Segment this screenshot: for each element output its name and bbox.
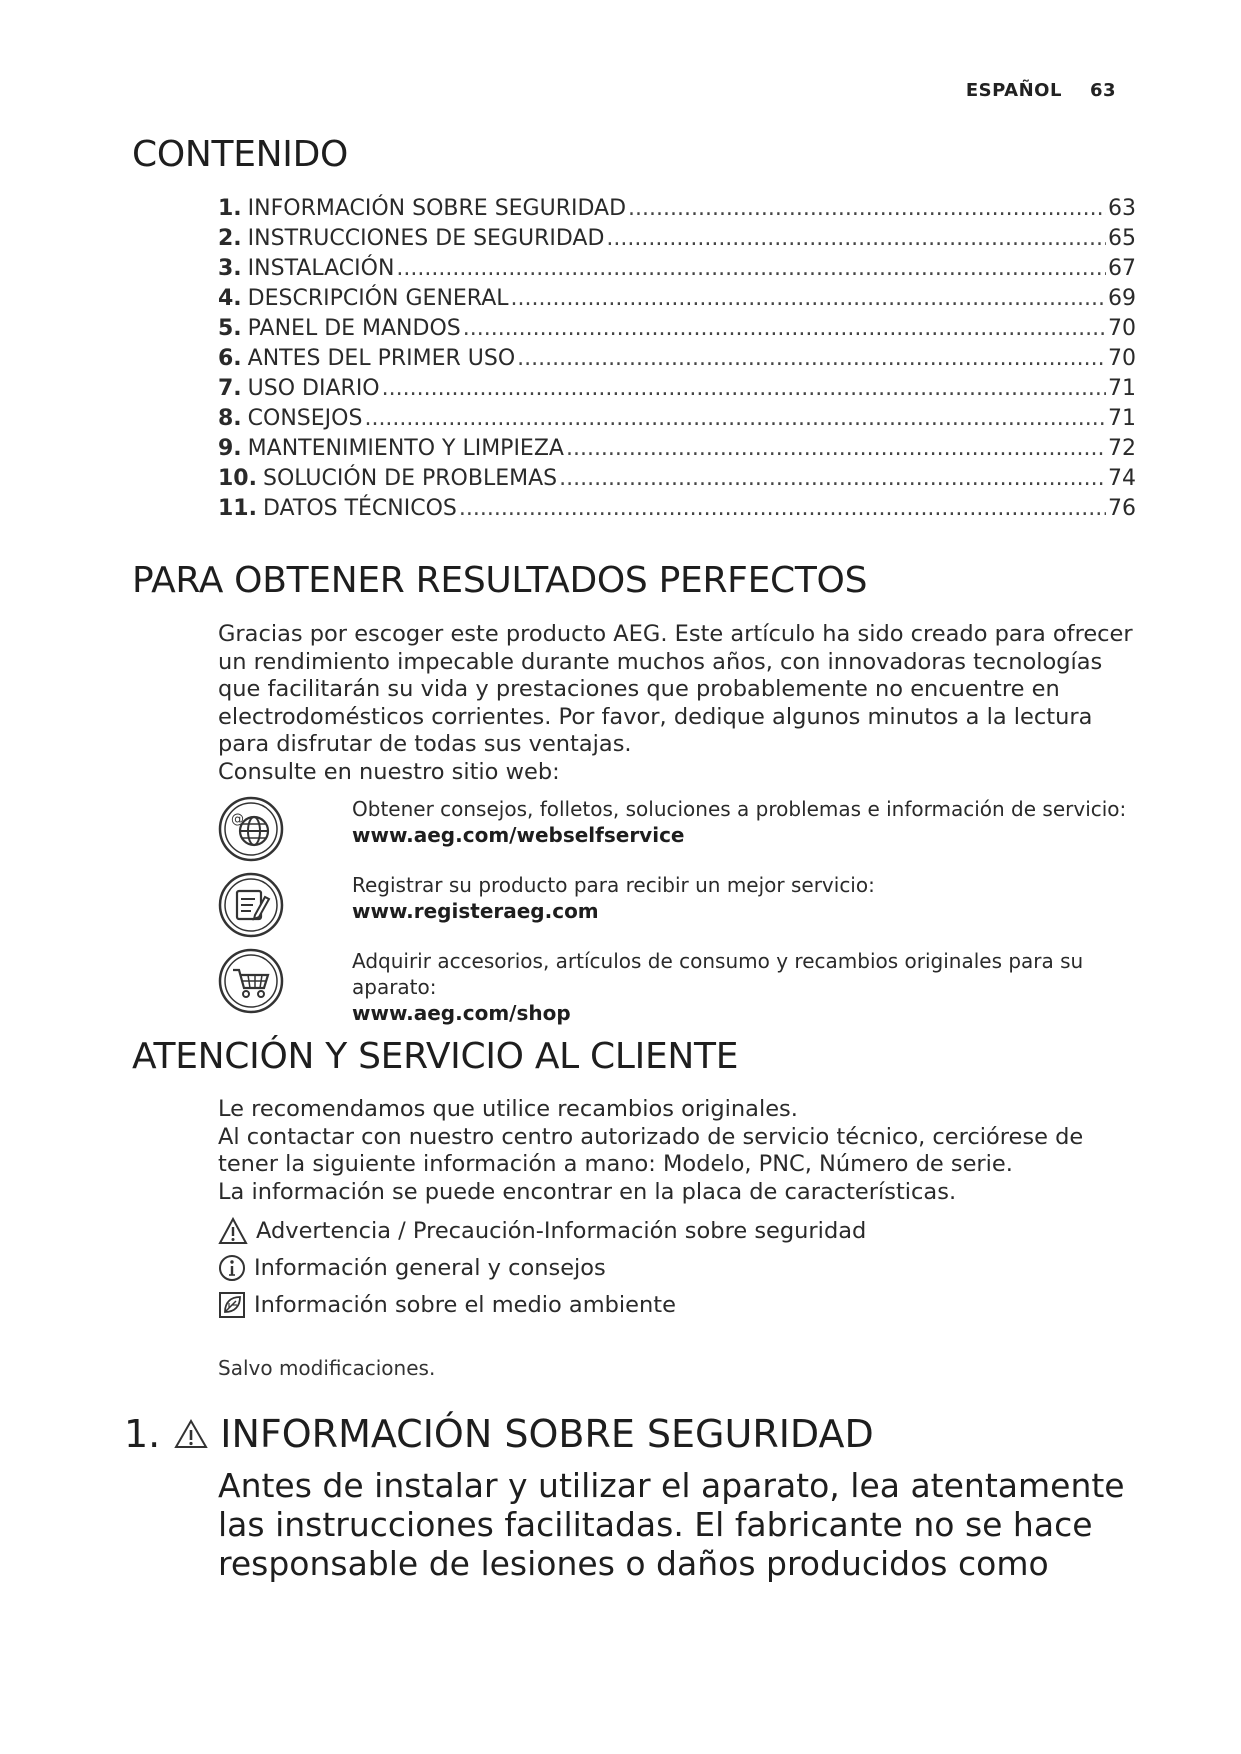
toc-page: 70 <box>1108 316 1136 341</box>
toc-title: INSTRUCCIONES DE SEGURIDAD <box>247 226 605 251</box>
symbol-legend <box>218 1212 1118 1323</box>
toc-row[interactable] <box>218 466 1136 496</box>
toc-number: 4. <box>218 286 242 311</box>
table-of-contents <box>218 196 1136 526</box>
toc-page: 65 <box>1108 226 1136 251</box>
toc-page: 71 <box>1108 376 1136 401</box>
toc-number: 11. <box>218 496 257 521</box>
toc-title: INFORMACIÓN SOBRE SEGURIDAD <box>247 196 627 221</box>
section-1-heading <box>124 1412 874 1456</box>
toc-page: 67 <box>1108 256 1136 281</box>
toc-number: 10. <box>218 466 257 491</box>
legend-text: Advertencia / Precaución-Información sobre seguridad <box>256 1217 867 1244</box>
environment-leaf-icon <box>218 1291 246 1319</box>
header-page-number: 63 <box>1089 80 1116 101</box>
toc-leader-dots <box>382 376 1106 401</box>
toc-number: 6. <box>218 346 242 371</box>
perfect-results-title: PARA OBTENER RESULTADOS PERFECTOS <box>132 560 868 601</box>
perfect-results-body <box>218 621 1138 786</box>
contents-title: CONTENIDO <box>132 134 349 175</box>
toc-leader-dots <box>463 316 1106 341</box>
toc-row[interactable] <box>218 496 1136 526</box>
web-item-description: Obtener consejos, folletos, soluciones a problemas e información de servicio: <box>352 797 1127 821</box>
toc-number: 8. <box>218 406 242 431</box>
web-item-description: Registrar su producto para recibir un mejor servicio: <box>352 873 875 897</box>
legend-item-info <box>218 1249 1118 1286</box>
toc-leader-dots <box>517 346 1106 371</box>
toc-row[interactable] <box>218 286 1136 316</box>
svg-text:@: @ <box>231 812 244 827</box>
legend-text: Información general y consejos <box>254 1254 606 1281</box>
header-language: ESPAÑOL <box>965 80 1062 101</box>
section-1-intro: Antes de instalar y utilizar el aparato, lea atentamente las instrucciones facilitadas. El fabricante no se hace responsable de lesiones o daños producidos como <box>218 1466 1125 1583</box>
toc-page: 71 <box>1108 406 1136 431</box>
section-title: INFORMACIÓN SOBRE SEGURIDAD <box>220 1412 874 1456</box>
toc-leader-dots <box>628 196 1106 221</box>
toc-row[interactable] <box>218 226 1136 256</box>
toc-leader-dots <box>364 406 1106 431</box>
toc-leader-dots <box>511 286 1106 311</box>
toc-title: MANTENIMIENTO Y LIMPIEZA <box>247 436 564 461</box>
toc-number: 3. <box>218 256 242 281</box>
service-line: Le recomendamos que utilice recambios originales. <box>218 1096 798 1122</box>
toc-row[interactable] <box>218 406 1136 436</box>
page-header <box>966 80 1116 101</box>
toc-title: USO DIARIO <box>247 376 380 401</box>
toc-title: SOLUCIÓN DE PROBLEMAS <box>262 466 558 491</box>
toc-number: 9. <box>218 436 242 461</box>
section-number: 1. <box>124 1412 161 1456</box>
web-item-text <box>352 948 1132 1026</box>
shopping-cart-icon <box>218 948 284 1014</box>
thanks-paragraph: Gracias por escoger este producto AEG. Este artículo ha sido creado para ofrecer un rendimiento impecable durante muchos años, con innovadoras tecnologías que facilitarán su vida y prestaciones que probablemente no encuentre en electrodomésticos corrientes. Por favor, dedique algunos minutos a la lectura para disfrutar de todas sus ventajas. <box>218 621 1133 757</box>
toc-title: DATOS TÉCNICOS <box>262 496 457 521</box>
toc-page: 72 <box>1108 436 1136 461</box>
web-item-text <box>352 796 1132 848</box>
warning-triangle-icon <box>218 1217 248 1245</box>
toc-row[interactable] <box>218 256 1136 286</box>
web-item-text <box>352 872 1132 924</box>
toc-title: INSTALACIÓN <box>247 256 395 281</box>
toc-title: ANTES DEL PRIMER USO <box>247 346 516 371</box>
service-line: La información se puede encontrar en la placa de características. <box>218 1178 957 1205</box>
legend-text: Información sobre el medio ambiente <box>254 1291 676 1318</box>
legend-item-warning <box>218 1212 1118 1249</box>
toc-page: 76 <box>1108 496 1136 521</box>
service-line: Al contactar con nuestro centro autorizado de servicio técnico, cerciórese de tener la siguiente información a mano: Modelo, PNC, Número de serie. <box>218 1123 1084 1177</box>
legend-item-environment <box>218 1286 1118 1323</box>
register-link[interactable]: www.registeraeg.com <box>352 899 599 923</box>
toc-leader-dots <box>566 436 1106 461</box>
toc-number: 2. <box>218 226 242 251</box>
toc-number: 7. <box>218 376 242 401</box>
toc-number: 5. <box>218 316 242 341</box>
shop-link[interactable]: www.aeg.com/shop <box>352 1001 571 1025</box>
register-form-icon <box>218 872 284 938</box>
customer-service-title: ATENCIÓN Y SERVICIO AL CLIENTE <box>132 1036 739 1077</box>
toc-row[interactable] <box>218 376 1136 406</box>
toc-number: 1. <box>218 196 242 221</box>
toc-title: CONSEJOS <box>247 406 363 431</box>
toc-row[interactable] <box>218 346 1136 376</box>
web-globe-icon <box>218 796 284 862</box>
web-item-description: Adquirir accesorios, artículos de consumo y recambios originales para su aparato: <box>352 949 1084 999</box>
website-intro: Consulte en nuestro sitio web: <box>218 758 560 785</box>
toc-leader-dots <box>396 256 1106 281</box>
warning-triangle-icon <box>174 1419 208 1449</box>
toc-page: 74 <box>1108 466 1136 491</box>
modifications-note: Salvo modificaciones. <box>218 1356 436 1380</box>
customer-service-body <box>218 1096 1138 1206</box>
toc-leader-dots <box>606 226 1106 251</box>
toc-page: 63 <box>1108 196 1136 221</box>
toc-page: 70 <box>1108 346 1136 371</box>
info-icon <box>218 1254 246 1282</box>
toc-row[interactable] <box>218 196 1136 226</box>
toc-title: PANEL DE MANDOS <box>247 316 461 341</box>
toc-leader-dots <box>459 496 1106 521</box>
toc-page: 69 <box>1108 286 1136 311</box>
web-selfservice-link[interactable]: www.aeg.com/webselfservice <box>352 823 685 847</box>
toc-leader-dots <box>559 466 1106 491</box>
toc-row[interactable] <box>218 436 1136 466</box>
toc-row[interactable] <box>218 316 1136 346</box>
toc-title: DESCRIPCIÓN GENERAL <box>247 286 509 311</box>
